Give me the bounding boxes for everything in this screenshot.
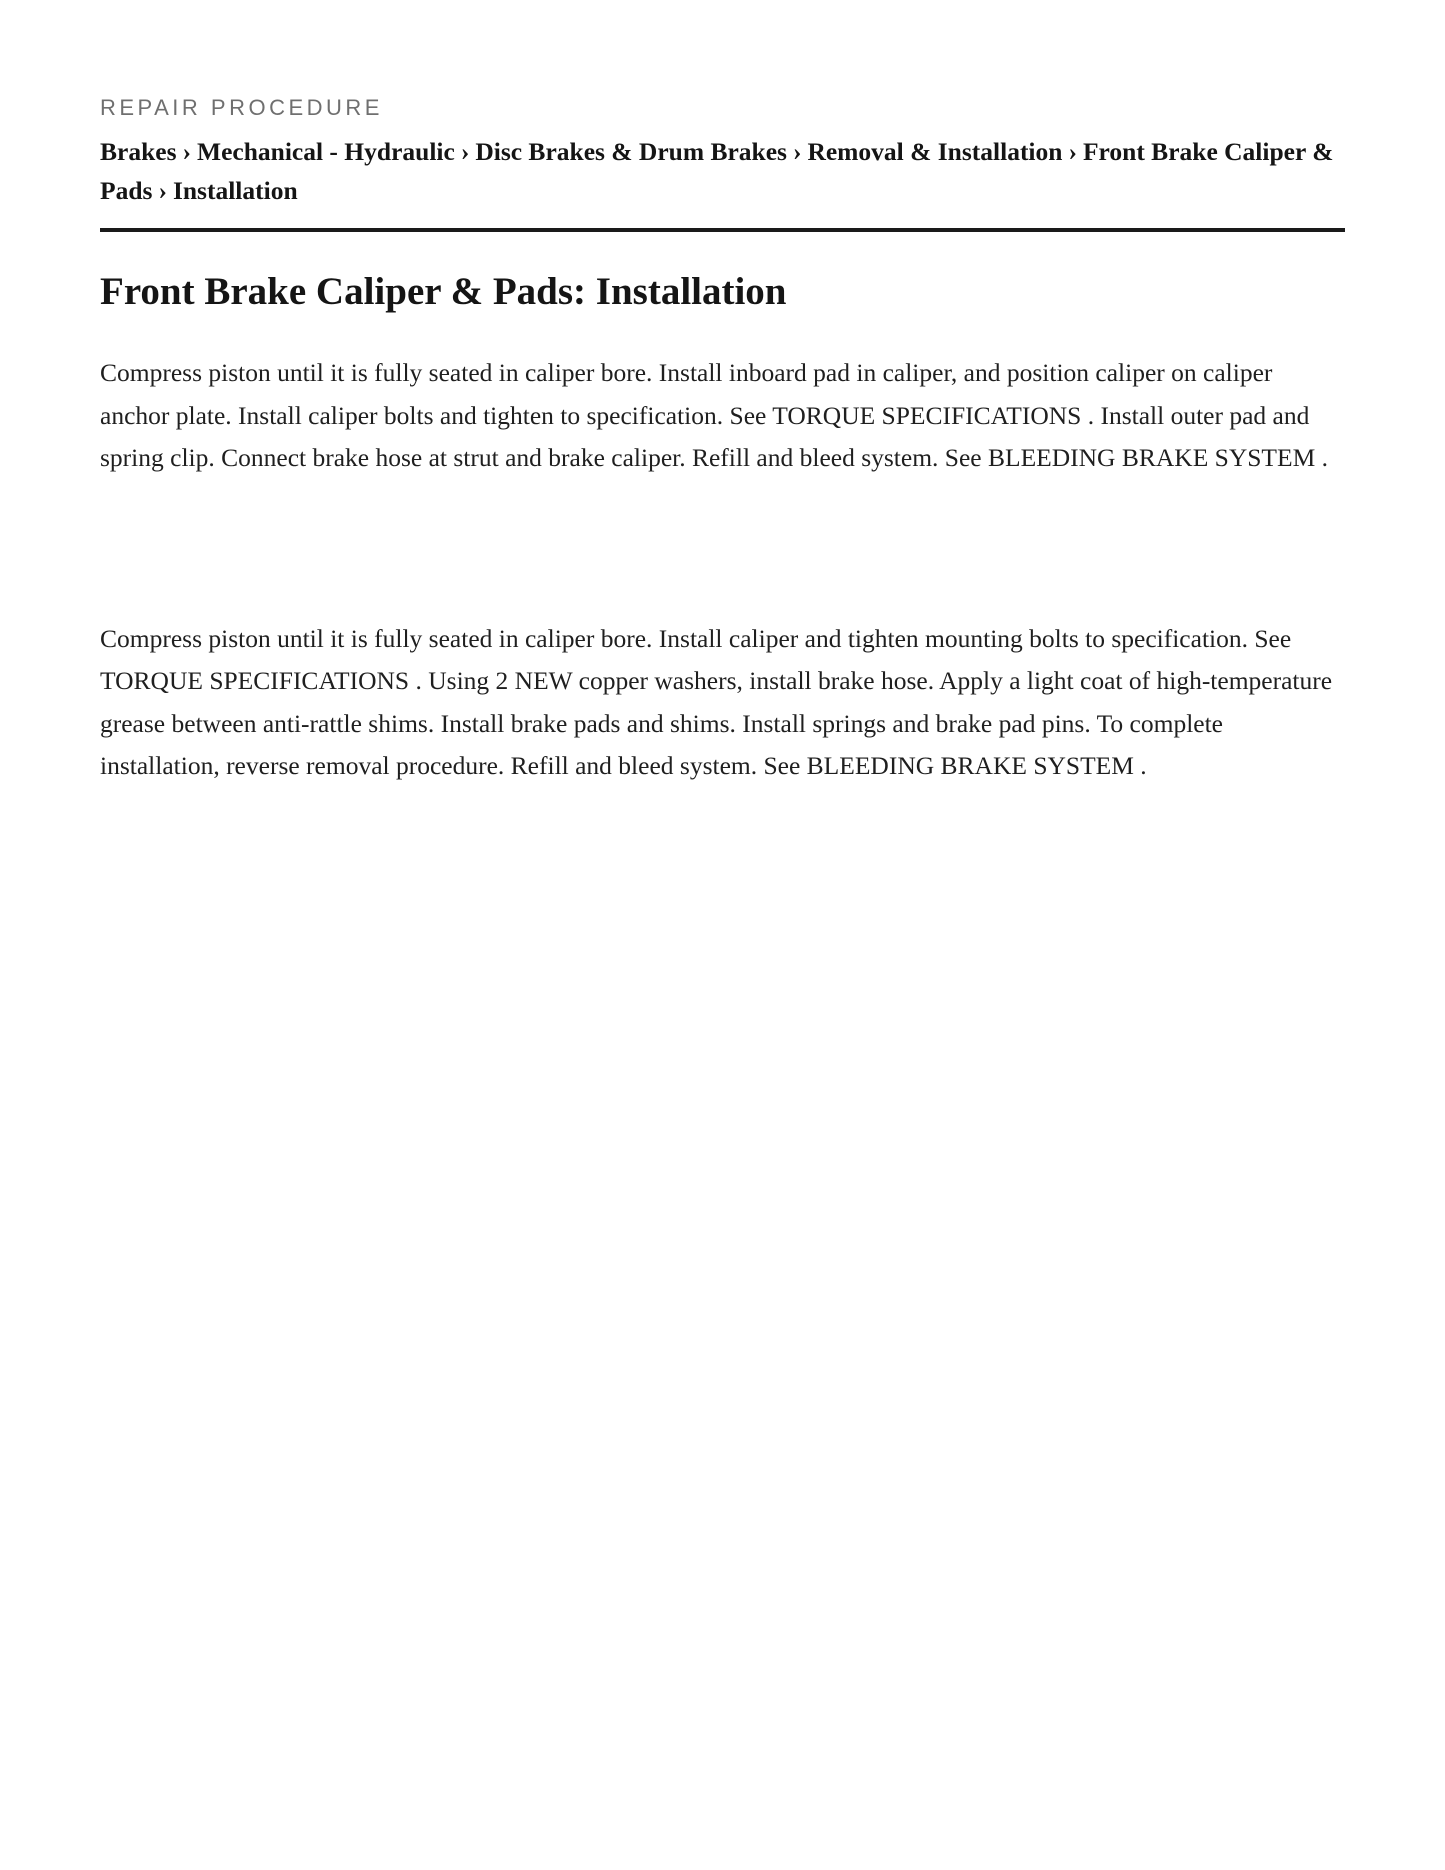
- breadcrumb-item-mechanical-hydraulic[interactable]: Mechanical - Hydraulic: [197, 137, 455, 166]
- breadcrumb-item-front-brake-caliper-pads[interactable]: Front Brake Caliper & Pads: [100, 137, 1334, 205]
- section-eyebrow: REPAIR PROCEDURE: [100, 95, 383, 120]
- breadcrumb: [100, 132, 1345, 210]
- breadcrumb-separator: ›: [460, 137, 470, 166]
- procedure-paragraph-1: Compress piston until it is fully seated in caliper bore. Install inboard pad in caliper, and position caliper on caliper anchor plate. Install caliper bolts and tighten to specification. See TORQUE SPECIFICATIONS . Install outer pad and spring clip. Connect brake hose at strut and brake caliper. Refill and bleed system. See BLEEDING BRAKE SYSTEM .: [100, 358, 1328, 472]
- repair-procedure-page: [100, 94, 1345, 788]
- breadcrumb-separator: ›: [182, 137, 191, 166]
- procedure-paragraph-2: Compress piston until it is fully seated in caliper bore. Install caliper and tighten mounting bolts to specification. See TORQUE SPECIFICATIONS . Using 2 NEW copper washers, install brake hose. Apply a light coat of high-temperature grease between anti-rattle shims. Install brake pads and shims. Install springs and brake pad pins. To complete installation, reverse removal procedure. Refill and bleed system. See BLEEDING BRAKE SYSTEM .: [100, 623, 1333, 780]
- breadcrumb-item-brakes[interactable]: Brakes: [100, 137, 177, 166]
- breadcrumb-separator: ›: [792, 137, 802, 166]
- breadcrumb-separator: ›: [158, 176, 167, 205]
- breadcrumb-item-installation: Installation: [172, 176, 298, 205]
- breadcrumb-item-removal-installation[interactable]: Removal & Installation: [807, 137, 1063, 166]
- header-divider: [100, 228, 1345, 232]
- page-title: Front Brake Caliper & Pads: Installation: [100, 270, 787, 313]
- breadcrumb-separator: ›: [1068, 137, 1077, 166]
- breadcrumb-item-disc-drum-brakes[interactable]: Disc Brakes & Drum Brakes: [475, 137, 787, 166]
